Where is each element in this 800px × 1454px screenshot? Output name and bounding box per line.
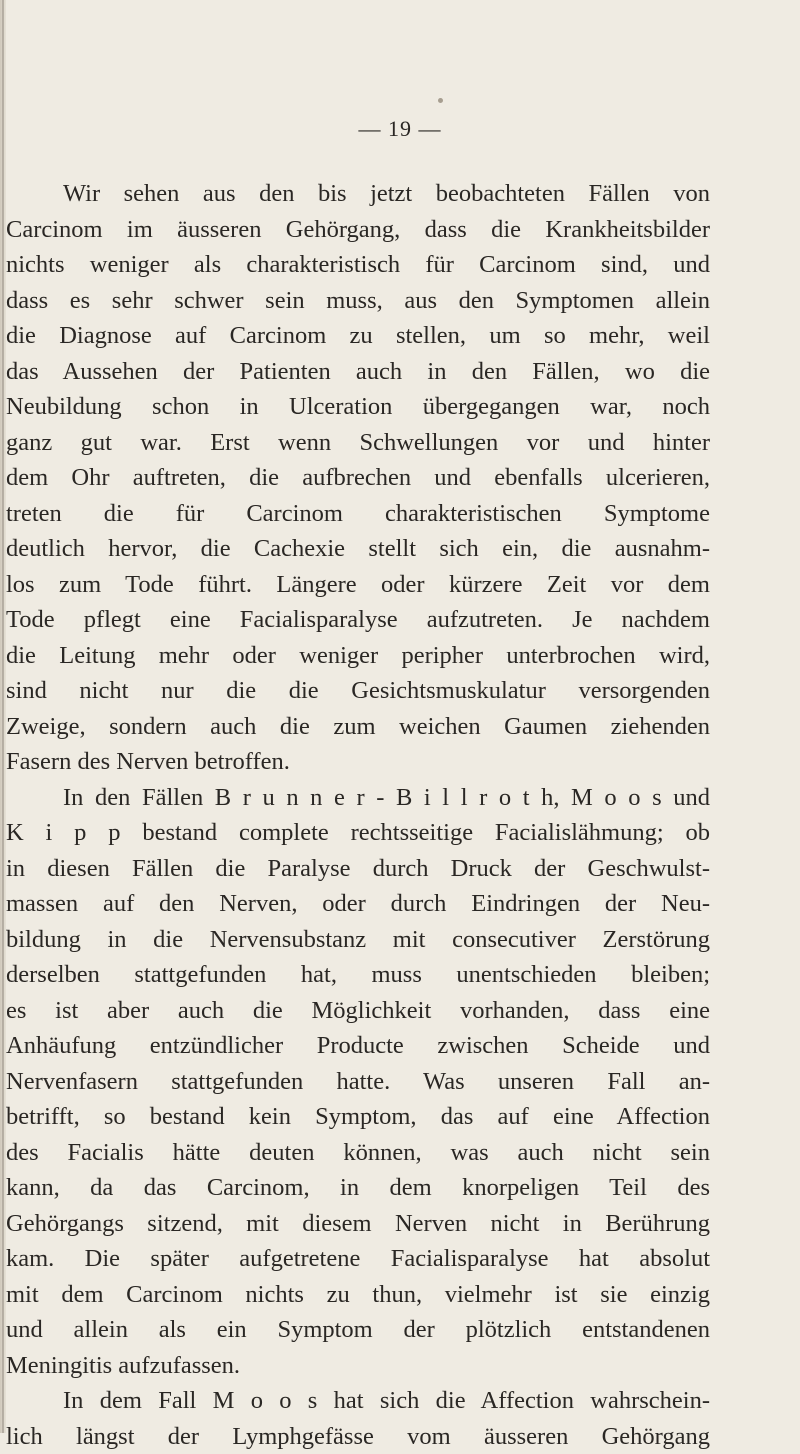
text-line: Carcinom im äusseren Gehörgang, dass die Krankheitsbilder: [6, 212, 710, 248]
text-line: dass es sehr schwer sein muss, aus den Symptomen allein: [6, 283, 710, 319]
text-line: In dem Fall M o o s hat sich die Affection wahrschein-: [6, 1383, 710, 1419]
text-line: los zum Tode führt. Längere oder kürzere Zeit vor dem: [6, 567, 710, 603]
binding-shadow: [2, 0, 4, 1433]
text-line: kam. Die später aufgetretene Facialisparalyse hat absolut: [6, 1241, 710, 1277]
text-line: Tode pflegt eine Facialisparalyse aufzutreten. Je nachdem: [6, 602, 710, 638]
text-line: in diesen Fällen die Paralyse durch Druck der Geschwulst-: [6, 851, 710, 887]
text-line: dem Ohr auftreten, die aufbrechen und ebenfalls ulcerieren,: [6, 460, 710, 496]
text-line: kann, da das Carcinom, in dem knorpeligen Teil des: [6, 1170, 710, 1206]
text-line: mit dem Carcinom nichts zu thun, vielmehr ist sie einzig: [6, 1277, 710, 1313]
text-line: betrifft, so bestand kein Symptom, das auf eine Affection: [6, 1099, 710, 1135]
text-line: treten die für Carcinom charakteristischen Symptome: [6, 496, 710, 532]
text-line: die Leitung mehr oder weniger peripher unterbrochen wird,: [6, 638, 710, 674]
text-line: In den Fällen B r u n n e r - B i l l r o t h, M o o s und: [6, 780, 710, 816]
text-line: ganz gut war. Erst wenn Schwellungen vor und hinter: [6, 425, 710, 461]
text-line: derselben stattgefunden hat, muss unentschieden bleiben;: [6, 957, 710, 993]
text-line: sind nicht nur die die Gesichtsmuskulatur versorgenden: [6, 673, 710, 709]
text-line: bildung in die Nervensubstanz mit consecutiver Zerstörung: [6, 922, 710, 958]
text-line: Gehörgangs sitzend, mit diesem Nerven nicht in Berührung: [6, 1206, 710, 1242]
text-line: Neubildung schon in Ulceration übergegangen war, noch: [6, 389, 710, 425]
text-line: nichts weniger als charakteristisch für Carcinom sind, und: [6, 247, 710, 283]
text-line: Zweige, sondern auch die zum weichen Gaumen ziehenden: [6, 709, 710, 745]
text-line: deutlich hervor, die Cachexie stellt sich ein, die ausnahm-: [6, 531, 710, 567]
text-line: Meningitis aufzufassen.: [6, 1348, 710, 1384]
text-line: es ist aber auch die Möglichkeit vorhanden, dass eine: [6, 993, 710, 1029]
text-line: das Aussehen der Patienten auch in den Fällen, wo die: [6, 354, 710, 390]
text-line: massen auf den Nerven, oder durch Eindringen der Neu-: [6, 886, 710, 922]
text-line: Anhäufung entzündlicher Producte zwischen Scheide und: [6, 1028, 710, 1064]
text-line: K i p p bestand complete rechtsseitige Facialislähmung; ob: [6, 815, 710, 851]
text-line: und allein als ein Symptom der plötzlich entstandenen: [6, 1312, 710, 1348]
text-line: die Diagnose auf Carcinom zu stellen, um so mehr, weil: [6, 318, 710, 354]
text-line: des Facialis hätte deuten können, was auch nicht sein: [6, 1135, 710, 1171]
text-line: lich längst der Lymphgefässe vom äusseren Gehörgang: [6, 1419, 710, 1454]
paper-speck: [438, 98, 443, 103]
text-line: Nervenfasern stattgefunden hatte. Was unseren Fall an-: [6, 1064, 710, 1100]
body-text: [6, 176, 710, 1454]
text-line: Wir sehen aus den bis jetzt beobachteten Fällen von: [6, 176, 710, 212]
page-number: — 19 —: [0, 116, 800, 142]
text-line: Fasern des Nerven betroffen.: [6, 744, 710, 780]
